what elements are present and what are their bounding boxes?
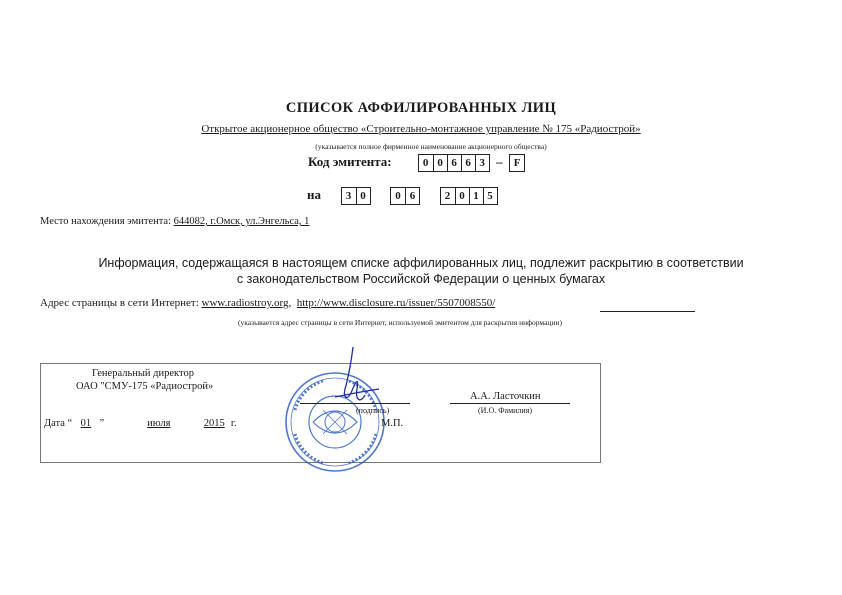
signature-hint: (подпись) <box>356 406 390 415</box>
report-date-month <box>390 187 420 205</box>
signature-line <box>300 403 410 404</box>
document-title: СПИСОК АФФИЛИРОВАННЫХ ЛИЦ <box>285 100 557 116</box>
location-value: 644082, г.Омск, ул.Энгельса, 1 <box>173 216 310 227</box>
date-digit: 0 <box>455 188 469 204</box>
date-day: 01 <box>80 418 92 429</box>
signature-frame-left <box>40 363 41 463</box>
date-mid: ” <box>99 418 105 429</box>
date-digit: 5 <box>483 188 497 204</box>
issuer-code-digit: 6 <box>447 155 461 171</box>
issuer-code-suffix-cell <box>509 154 525 172</box>
web-label: Адрес страницы в сети Интернет: <box>40 297 199 309</box>
info-line-1: Информация, содержащаяся в настоящем списке аффилированных лиц, подлежит раскрытию в соответствии <box>98 256 744 270</box>
report-date-label: на <box>307 187 321 202</box>
web-hint: (указывается адрес страницы в сети Интернет, используемой эмитентом для раскрытия информации) <box>238 318 562 327</box>
date-digit: 6 <box>405 188 419 204</box>
issuer-code-digit: 0 <box>422 157 429 169</box>
report-date-day <box>341 187 371 205</box>
date-year: 2015 <box>203 418 225 429</box>
web-url-2[interactable]: http://www.disclosure.ru/issuer/5507008550/ <box>296 297 496 309</box>
company-name: Открытое акционерное общество «Строительно-монтажное управление № 175 «Радиострой» <box>201 123 641 135</box>
handwritten-signature-icon <box>325 345 385 415</box>
fio-hint: (И.О. Фамилия) <box>478 406 533 415</box>
date-month: июля <box>147 418 171 429</box>
date-digit: 0 <box>395 190 401 202</box>
info-line-2: с законодательством Российской Федерации о ценных бумагах <box>236 272 606 286</box>
issuer-code-row: Код эмитента: 0 0 6 6 3 – F <box>308 154 525 172</box>
signer-role: Генеральный директор <box>92 368 194 379</box>
web-underline <box>600 311 695 312</box>
date-digit: 1 <box>469 188 483 204</box>
date-suffix: г. <box>230 418 237 429</box>
stamp-label: М.П. <box>381 418 404 429</box>
signature-frame-top <box>40 363 600 364</box>
company-hint: (указывается полное фирменное наименование акционерного общества) <box>315 142 547 151</box>
web-url-1[interactable]: www.radiostroy.org <box>201 297 289 309</box>
web-address: Адрес страницы в сети Интернет: www.radiostroy.org, http://www.disclosure.ru/issuer/5507008550/ <box>40 297 496 309</box>
date-digit: 2 <box>444 190 451 202</box>
date-digit: 3 <box>345 190 352 202</box>
signer-name: А.А. Ласточкин <box>470 391 541 402</box>
issuer-code-label: Код эмитента: <box>308 154 392 169</box>
report-date-year <box>440 187 498 205</box>
disclosure-info <box>0 255 842 287</box>
signature-frame-right <box>600 363 601 463</box>
signer-name-line <box>450 403 570 404</box>
date-digit: 0 <box>356 188 370 204</box>
report-date-row <box>307 187 498 205</box>
issuer-code-digit: 0 <box>433 155 447 171</box>
issuer-location <box>40 216 309 227</box>
issuer-code-digit: 6 <box>461 155 475 171</box>
issuer-code-cells <box>418 154 490 172</box>
signature-date <box>44 418 237 429</box>
signer-organization: ОАО "СМУ-175 «Радиострой» <box>76 381 214 392</box>
date-prefix: Дата “ <box>44 418 73 429</box>
location-label: Место нахождения эмитента: <box>40 216 172 227</box>
issuer-code-digit: 3 <box>475 155 489 171</box>
issuer-code-suffix: F <box>513 157 521 169</box>
